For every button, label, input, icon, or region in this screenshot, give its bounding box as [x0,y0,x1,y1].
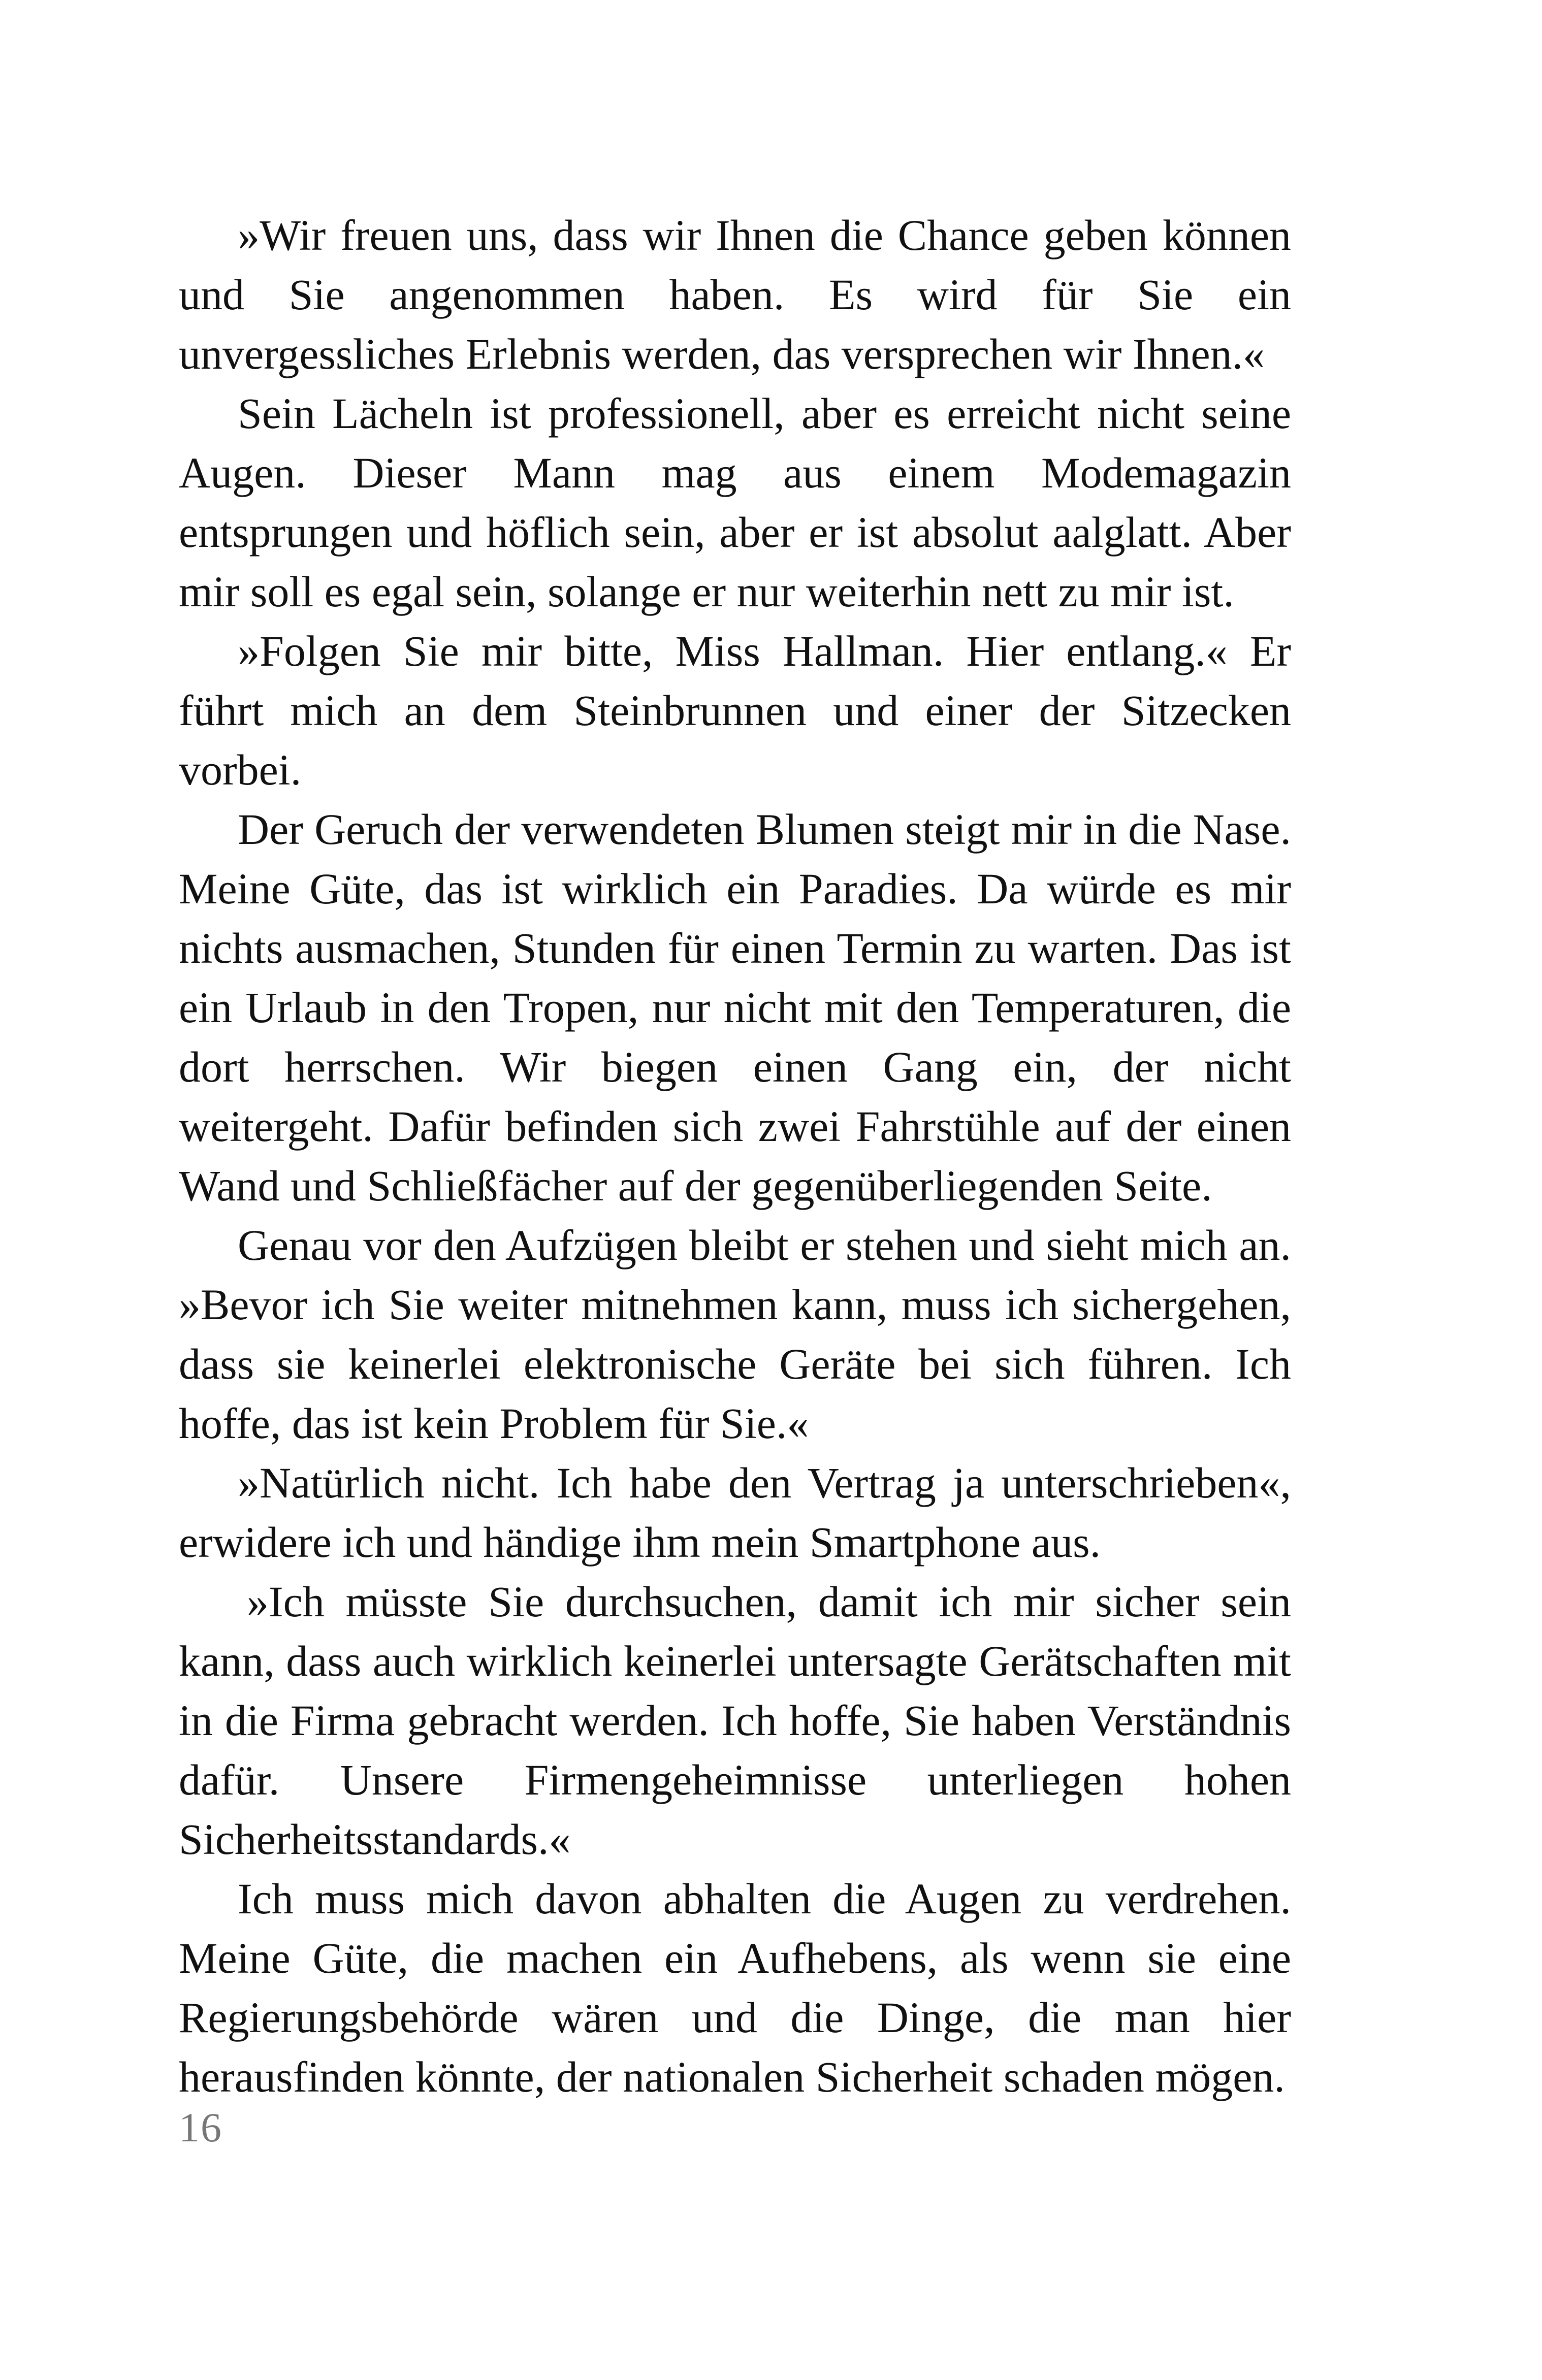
paragraph: »Wir freuen uns, dass wir Ihnen die Chance geben können und Sie angenommen haben. Es wird für Sie ein unvergessliches Erlebnis werden, das versprechen wir Ihnen.« [179,211,1291,378]
paragraph: Sein Lächeln ist professionell, aber es erreicht nicht seine Augen. Dieser Mann mag aus einem Modemagazin entsprungen und höflich sein, aber er ist absolut aalglatt. Aber mir soll es egal sein, solange er nur weiterhin nett zu mir ist. [179,389,1291,616]
page-number: 16 [179,2104,222,2150]
paragraph: Ich muss mich davon abhalten die Augen zu verdrehen. Meine Güte, die machen ein Aufhebens, als wenn sie eine Regierungsbehörde wären und die Dinge, die man hier herausfinden könnte, der nationalen Sicherheit schaden mögen. [179,1874,1291,2101]
body-text [179,206,1291,2107]
paragraph: Genau vor den Aufzügen bleibt er stehen und sieht mich an. »Bevor ich Sie weiter mitnehmen kann, muss ich sichergehen, dass sie keinerlei elektronische Geräte bei sich führen. Ich hoffe, das ist kein Problem für Sie.« [179,1221,1291,1448]
paragraph: »Folgen Sie mir bitte, Miss Hallman. Hier entlang.« Er führt mich an dem Steinbrunnen und einer der Sitzecken vorbei. [179,627,1291,794]
paragraph: Der Geruch der verwendeten Blumen steigt mir in die Nase. Meine Güte, das ist wirklich ein Paradies. Da würde es mir nichts ausmachen, Stunden für einen Termin zu warten. Das ist ein Urlaub in den Tropen, nur nicht mit den Temperaturen, die dort herrschen. Wir biegen einen Gang ein, der nicht weitergeht. Dafür befinden sich zwei Fahrstühle auf der einen Wand und Schließfächer auf der gegenüberliegenden Seite. [179,805,1291,1210]
paragraph: »Ich müsste Sie durchsuchen, damit ich mir sicher sein kann, dass auch wirklich keinerlei untersagte Gerätschaften mit in die Firma gebracht werden. Ich hoffe, Sie haben Verständnis dafür. Unsere Firmengeheimnisse unterliegen hohen Sicherheitsstandards.« [179,1577,1291,1864]
paragraph: »Natürlich nicht. Ich habe den Vertrag ja unterschrieben«, erwidere ich und händige ihm mein Smartphone aus. [179,1458,1291,1567]
